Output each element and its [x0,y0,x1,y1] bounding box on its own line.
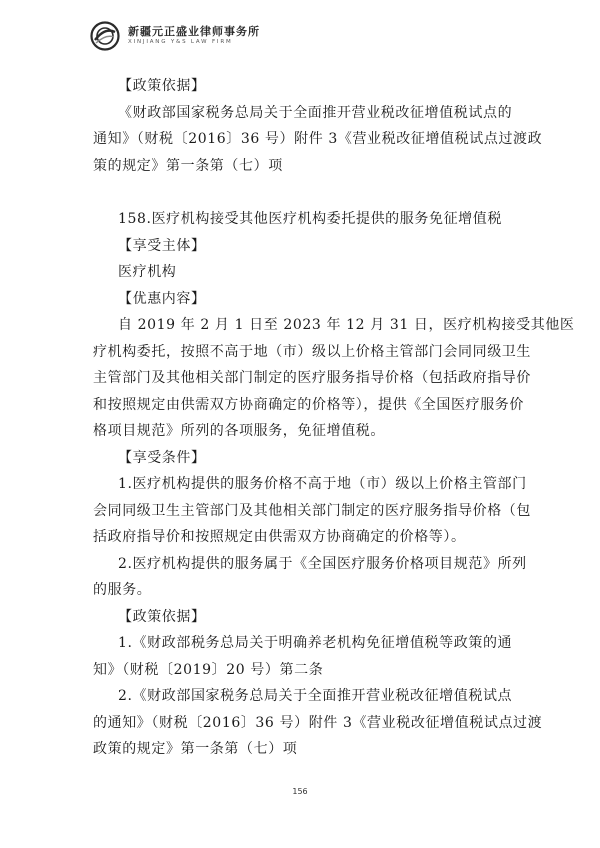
paragraph-line: 2.医疗机构提供的服务属于《全国医疗服务价格项目规范》所列 [118,555,527,572]
paragraph-line: 主管部门及其他相关部门制定的医疗服务指导价格（包括政府指导价 [93,370,531,386]
section-heading: 【享受条件】 [118,449,206,466]
paragraph-line: 会同同级卫生主管部门及其他相关部门制定的医疗服务指导价格（包 [93,502,531,519]
firm-name-block [128,26,260,46]
section-heading: 【政策依据】 [118,608,206,625]
page-header [90,18,260,54]
section-heading: 【享受主体】 [118,237,206,254]
section-heading: 【优惠内容】 [118,290,206,307]
firm-name: 新疆元正盛业律师事务所 [128,25,260,39]
paragraph-line: 的通知》（财税〔2016〕36 号）附件 3《营业税改征增值税试点过渡 [93,714,543,731]
paragraph-line: 1.医疗机构提供的服务价格不高于地（市）级以上价格主管部门 [118,476,527,492]
paragraph-line: 策的规定》第一条第（七）项 [93,157,283,174]
item-title: 158.医疗机构接受其他医疗机构委托提供的服务免征增值税 [118,211,502,227]
paragraph-gap [93,179,508,206]
document-body [93,73,575,763]
paragraph-line: 疗机构委托，按照不高于地（市）级以上价格主管部门会同同级卫生 [93,343,531,360]
page-number: 156 [292,787,308,796]
paragraph-line: 括政府指导价和按照规定由供需双方协商确定的价格等）。 [93,529,466,545]
paragraph-line: 的服务。 [93,582,152,598]
paragraph-line: 2.《财政部国家税务总局关于全面推开营业税改征增值税试点 [118,688,513,704]
paragraph-line: 和按照规定由供需双方协商确定的价格等），提供《全国医疗服务价 [93,396,524,413]
section-heading: 【政策依据】 [118,78,206,94]
paragraph-line: 格项目规范》所列的各项服务，免征增值税。 [93,423,385,439]
paragraph-line: 政策的规定》第一条第（七）项 [93,741,298,757]
paragraph-line: 自 2019 年 2 月 1 日至 2023 年 12 月 31 日，医疗机构接受其他医 [118,317,575,333]
paragraph-line: 知》（财税〔2019〕20 号）第二条 [93,661,324,678]
paragraph-line: 通知》（财税〔2016〕36 号）附件 3《营业税改征增值税试点过渡政 [93,131,543,147]
paragraph-line: 《财政部国家税务总局关于全面推开营业税改征增值税试点的 [118,104,513,121]
firm-logo-icon [90,21,120,51]
firm-name-en: XINJIANG Y&S LAW FIRM [128,39,233,46]
paragraph-line: 1.《财政部税务总局关于明确养老机构免征增值税等政策的通 [118,635,513,651]
paragraph-line: 医疗机构 [118,264,177,280]
